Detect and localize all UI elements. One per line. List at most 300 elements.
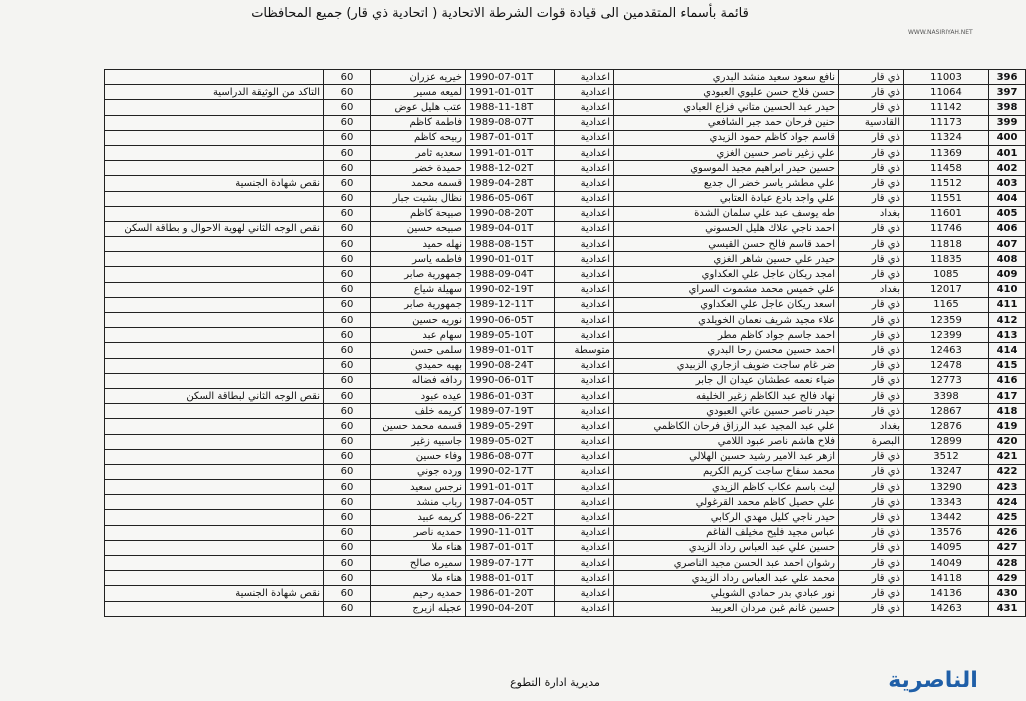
row-number-cell: 419 <box>989 419 1026 434</box>
notes-cell <box>105 601 324 616</box>
mother-name-cell: لميعه مسير <box>371 85 466 100</box>
applicant-id-cell: 11064 <box>904 85 989 100</box>
birth-date-cell: 1990-07-01T <box>466 70 555 85</box>
score-cell: 60 <box>324 252 371 267</box>
score-cell: 60 <box>324 161 371 176</box>
birth-date-cell: 1988-09-04T <box>466 267 555 282</box>
notes-cell <box>105 480 324 495</box>
table-row <box>105 252 1026 267</box>
page-title: قائمة بأسماء المتقدمين الى قيادة قوات الشرطة الاتحادية ( اتحادية ذي قار) جميع المحافظات <box>251 6 749 21</box>
notes-cell <box>105 540 324 555</box>
governorate-cell: بغداد <box>839 282 904 297</box>
birth-date-cell: 1988-06-22T <box>466 510 555 525</box>
education-level-cell: اعدادية <box>555 85 614 100</box>
mother-name-cell: عجيله ازيرج <box>371 601 466 616</box>
table-row <box>105 373 1026 388</box>
education-level-cell: اعدادية <box>555 176 614 191</box>
applicant-id-cell: 11512 <box>904 176 989 191</box>
education-level-cell: اعدادية <box>555 252 614 267</box>
applicant-name-cell: حنين فرحان حمد جبر الشافعي <box>614 115 839 130</box>
table-row <box>105 297 1026 312</box>
birth-date-cell: 1990-01-01T <box>466 252 555 267</box>
row-number-cell: 418 <box>989 404 1026 419</box>
governorate-cell: ذي قار <box>839 464 904 479</box>
notes-cell <box>105 130 324 145</box>
applicant-name-cell: نهاد فالح عبد الكاظم زغير الخليفه <box>614 388 839 403</box>
row-number-cell: 423 <box>989 480 1026 495</box>
governorate-cell: ذي قار <box>839 556 904 571</box>
applicant-id-cell: 3512 <box>904 449 989 464</box>
education-level-cell: اعدادية <box>555 419 614 434</box>
governorate-cell: ذي قار <box>839 221 904 236</box>
notes-cell <box>105 358 324 373</box>
governorate-cell: ذي قار <box>839 130 904 145</box>
notes-cell <box>105 252 324 267</box>
applicant-id-cell: 11458 <box>904 161 989 176</box>
applicant-name-cell: نور عبادي بدر حمادي الشويلي <box>614 586 839 601</box>
governorate-cell: ذي قار <box>839 85 904 100</box>
score-cell: 60 <box>324 297 371 312</box>
education-level-cell: اعدادية <box>555 282 614 297</box>
education-level-cell: اعدادية <box>555 161 614 176</box>
table-row <box>105 85 1026 100</box>
education-level-cell: اعدادية <box>555 313 614 328</box>
mother-name-cell: رباب منشد <box>371 495 466 510</box>
table-row <box>105 100 1026 115</box>
row-number-cell: 421 <box>989 449 1026 464</box>
governorate-cell: ذي قار <box>839 571 904 586</box>
applicant-name-cell: علي حصيل كاظم محمد القرغولي <box>614 495 839 510</box>
score-cell: 60 <box>324 176 371 191</box>
education-level-cell: متوسطة <box>555 343 614 358</box>
score-cell: 60 <box>324 404 371 419</box>
notes-cell <box>105 267 324 282</box>
governorate-cell: ذي قار <box>839 176 904 191</box>
mother-name-cell: نوريه حسين <box>371 313 466 328</box>
education-level-cell: اعدادية <box>555 388 614 403</box>
row-number-cell: 422 <box>989 464 1026 479</box>
row-number-cell: 398 <box>989 100 1026 115</box>
score-cell: 60 <box>324 556 371 571</box>
table-row <box>105 267 1026 282</box>
applicant-id-cell: 11173 <box>904 115 989 130</box>
mother-name-cell: عيده عبود <box>371 388 466 403</box>
birth-date-cell: 1990-06-01T <box>466 373 555 388</box>
notes-cell <box>105 343 324 358</box>
applicant-id-cell: 12463 <box>904 343 989 358</box>
birth-date-cell: 1990-11-01T <box>466 525 555 540</box>
applicant-name-cell: احمد جاسم جواد كاظم مطر <box>614 328 839 343</box>
birth-date-cell: 1989-08-07T <box>466 115 555 130</box>
education-level-cell: اعدادية <box>555 540 614 555</box>
score-cell: 60 <box>324 373 371 388</box>
applicant-name-cell: علي خميس محمد مشموت السراي <box>614 282 839 297</box>
applicant-id-cell: 11324 <box>904 130 989 145</box>
governorate-cell: بغداد <box>839 419 904 434</box>
applicant-name-cell: ضياء نعمه عطشان عيدان ال جابر <box>614 373 839 388</box>
education-level-cell: اعدادية <box>555 267 614 282</box>
birth-date-cell: 1989-05-29T <box>466 419 555 434</box>
applicant-id-cell: 13343 <box>904 495 989 510</box>
education-level-cell: اعدادية <box>555 601 614 616</box>
row-number-cell: 412 <box>989 313 1026 328</box>
mother-name-cell: حمديه ناصر <box>371 525 466 540</box>
applicant-id-cell: 13247 <box>904 464 989 479</box>
education-level-cell: اعدادية <box>555 297 614 312</box>
applicant-id-cell: 12867 <box>904 404 989 419</box>
birth-date-cell: 1989-12-11T <box>466 297 555 312</box>
score-cell: 60 <box>324 221 371 236</box>
birth-date-cell: 1986-01-20T <box>466 586 555 601</box>
education-level-cell: اعدادية <box>555 191 614 206</box>
applicant-name-cell: علي واجد بادع عبادة العتابي <box>614 191 839 206</box>
applicant-name-cell: حسين غانم غبن مردان العريبد <box>614 601 839 616</box>
education-level-cell: اعدادية <box>555 510 614 525</box>
notes-cell <box>105 404 324 419</box>
notes-cell <box>105 419 324 434</box>
row-number-cell: 403 <box>989 176 1026 191</box>
row-number-cell: 417 <box>989 388 1026 403</box>
governorate-cell: ذي قار <box>839 343 904 358</box>
birth-date-cell: 1988-08-15T <box>466 237 555 252</box>
row-number-cell: 400 <box>989 130 1026 145</box>
applicant-id-cell: 3398 <box>904 388 989 403</box>
mother-name-cell: نرجس سعيد <box>371 480 466 495</box>
notes-cell <box>105 206 324 221</box>
applicant-id-cell: 14263 <box>904 601 989 616</box>
row-number-cell: 396 <box>989 70 1026 85</box>
table-row <box>105 434 1026 449</box>
notes-cell <box>105 464 324 479</box>
mother-name-cell: جمهورية صابر <box>371 297 466 312</box>
education-level-cell: اعدادية <box>555 328 614 343</box>
notes-cell <box>105 313 324 328</box>
mother-name-cell: قسمه محمد حسين <box>371 419 466 434</box>
score-cell: 60 <box>324 313 371 328</box>
governorate-cell: ذي قار <box>839 373 904 388</box>
applicant-name-cell: احمد حسين محسن رحا البدري <box>614 343 839 358</box>
applicant-name-cell: حيدر ناصر حسين عاتي العبودي <box>614 404 839 419</box>
applicant-id-cell: 11551 <box>904 191 989 206</box>
applicant-id-cell: 12876 <box>904 419 989 434</box>
birth-date-cell: 1986-05-06T <box>466 191 555 206</box>
mother-name-cell: حمديه رحيم <box>371 586 466 601</box>
applicant-id-cell: 11601 <box>904 206 989 221</box>
notes-cell <box>105 434 324 449</box>
birth-date-cell: 1987-04-05T <box>466 495 555 510</box>
governorate-cell: ذي قار <box>839 237 904 252</box>
applicant-id-cell: 14095 <box>904 540 989 555</box>
score-cell: 60 <box>324 267 371 282</box>
birth-date-cell: 1991-01-01T <box>466 85 555 100</box>
applicant-name-cell: علي زغير ناصر حسين الغزي <box>614 145 839 160</box>
notes-cell: نقص شهادة الجنسية <box>105 176 324 191</box>
table-row <box>105 237 1026 252</box>
applicant-id-cell: 1165 <box>904 297 989 312</box>
score-cell: 60 <box>324 130 371 145</box>
applicant-name-cell: محمد علي عبد العباس رداد الزيدي <box>614 571 839 586</box>
mother-name-cell: هناء ملا <box>371 571 466 586</box>
birth-date-cell: 1989-05-10T <box>466 328 555 343</box>
birth-date-cell: 1989-05-02T <box>466 434 555 449</box>
table-row <box>105 145 1026 160</box>
notes-cell: نقص الوجه الثاني لهوية الاحوال و بطاقة السكن <box>105 221 324 236</box>
score-cell: 60 <box>324 464 371 479</box>
applicant-name-cell: حسين حيدر ابراهيم مجيد الموسوي <box>614 161 839 176</box>
row-number-cell: 399 <box>989 115 1026 130</box>
mother-name-cell: سلمى حسن <box>371 343 466 358</box>
mother-name-cell: سهام عبد <box>371 328 466 343</box>
row-number-cell: 408 <box>989 252 1026 267</box>
applicant-name-cell: حيدر علي حسين شاهر الغزي <box>614 252 839 267</box>
education-level-cell: اعدادية <box>555 556 614 571</box>
governorate-cell: ذي قار <box>839 601 904 616</box>
governorate-cell: ذي قار <box>839 161 904 176</box>
table-row <box>105 191 1026 206</box>
score-cell: 60 <box>324 540 371 555</box>
notes-cell <box>105 449 324 464</box>
row-number-cell: 397 <box>989 85 1026 100</box>
mother-name-cell: كريمه عبيد <box>371 510 466 525</box>
table-row <box>105 358 1026 373</box>
applicant-id-cell: 12899 <box>904 434 989 449</box>
governorate-cell: ذي قار <box>839 525 904 540</box>
mother-name-cell: صبيحة كاظم <box>371 206 466 221</box>
notes-cell <box>105 510 324 525</box>
education-level-cell: اعدادية <box>555 115 614 130</box>
education-level-cell: اعدادية <box>555 449 614 464</box>
notes-cell: نقص الوجه الثاني لبطاقة السكن <box>105 388 324 403</box>
notes-cell: نقص شهادة الجنسية <box>105 586 324 601</box>
applicant-id-cell: 13576 <box>904 525 989 540</box>
mother-name-cell: سهيلة شياع <box>371 282 466 297</box>
table-row <box>105 176 1026 191</box>
education-level-cell: اعدادية <box>555 571 614 586</box>
score-cell: 60 <box>324 115 371 130</box>
row-number-cell: 428 <box>989 556 1026 571</box>
notes-cell <box>105 161 324 176</box>
row-number-cell: 414 <box>989 343 1026 358</box>
birth-date-cell: 1988-01-01T <box>466 571 555 586</box>
row-number-cell: 420 <box>989 434 1026 449</box>
education-level-cell: اعدادية <box>555 434 614 449</box>
table-row <box>105 388 1026 403</box>
table-row <box>105 540 1026 555</box>
applicant-name-cell: احمد قاسم فالح حسن القيسي <box>614 237 839 252</box>
governorate-cell: ذي قار <box>839 586 904 601</box>
score-cell: 60 <box>324 586 371 601</box>
governorate-cell: البصرة <box>839 434 904 449</box>
birth-date-cell: 1986-08-07T <box>466 449 555 464</box>
applicant-name-cell: حسين علي عبد العباس رداد الزيدي <box>614 540 839 555</box>
row-number-cell: 404 <box>989 191 1026 206</box>
corner-mark: WWW.NASIRIYAH.NET <box>908 29 973 36</box>
notes-cell <box>105 328 324 343</box>
applicant-id-cell: 13442 <box>904 510 989 525</box>
table-row <box>105 586 1026 601</box>
row-number-cell: 411 <box>989 297 1026 312</box>
applicant-id-cell: 11818 <box>904 237 989 252</box>
applicant-name-cell: ازهر عبد الامير رشيد حسين الهلالي <box>614 449 839 464</box>
row-number-cell: 410 <box>989 282 1026 297</box>
notes-cell <box>105 70 324 85</box>
score-cell: 60 <box>324 282 371 297</box>
score-cell: 60 <box>324 85 371 100</box>
education-level-cell: اعدادية <box>555 206 614 221</box>
education-level-cell: اعدادية <box>555 130 614 145</box>
table-row <box>105 130 1026 145</box>
mother-name-cell: ربيحه كاظم <box>371 130 466 145</box>
mother-name-cell: جمهورية صابر <box>371 267 466 282</box>
applicant-id-cell: 14136 <box>904 586 989 601</box>
row-number-cell: 415 <box>989 358 1026 373</box>
table-row <box>105 510 1026 525</box>
birth-date-cell: 1987-01-01T <box>466 130 555 145</box>
applicant-name-cell: طه يوسف عبد علي سلمان الشدة <box>614 206 839 221</box>
mother-name-cell: ورده جوني <box>371 464 466 479</box>
education-level-cell: اعدادية <box>555 464 614 479</box>
birth-date-cell: 1986-01-03T <box>466 388 555 403</box>
birth-date-cell: 1989-01-01T <box>466 343 555 358</box>
table-row <box>105 556 1026 571</box>
education-level-cell: اعدادية <box>555 237 614 252</box>
governorate-cell: ذي قار <box>839 510 904 525</box>
applicant-name-cell: امجد ريكان عاجل علي العكداوي <box>614 267 839 282</box>
birth-date-cell: 1990-02-19T <box>466 282 555 297</box>
mother-name-cell: ردافه فضاله <box>371 373 466 388</box>
birth-date-cell: 1990-08-20T <box>466 206 555 221</box>
birth-date-cell: 1991-01-01T <box>466 145 555 160</box>
applicant-id-cell: 12773 <box>904 373 989 388</box>
logo-text: الناصرية <box>888 668 978 693</box>
score-cell: 60 <box>324 495 371 510</box>
education-level-cell: اعدادية <box>555 358 614 373</box>
applicant-name-cell: اسعد ريكان عاجل علي العكداوي <box>614 297 839 312</box>
mother-name-cell: حميدة خضر <box>371 161 466 176</box>
applicant-name-cell: ضر غام ساجت ضويف ازجاري الزبيدي <box>614 358 839 373</box>
birth-date-cell: 1988-12-02T <box>466 161 555 176</box>
notes-cell: التاكد من الوثيقة الدراسية <box>105 85 324 100</box>
applicant-id-cell: 1085 <box>904 267 989 282</box>
row-number-cell: 405 <box>989 206 1026 221</box>
notes-cell <box>105 115 324 130</box>
row-number-cell: 401 <box>989 145 1026 160</box>
mother-name-cell: قسمه محمد <box>371 176 466 191</box>
notes-cell <box>105 525 324 540</box>
applicant-id-cell: 11835 <box>904 252 989 267</box>
table-row <box>105 70 1026 85</box>
governorate-cell: ذي قار <box>839 404 904 419</box>
education-level-cell: اعدادية <box>555 495 614 510</box>
applicant-id-cell: 11746 <box>904 221 989 236</box>
governorate-cell: ذي قار <box>839 267 904 282</box>
governorate-cell: ذي قار <box>839 449 904 464</box>
table-row <box>105 464 1026 479</box>
table-row <box>105 328 1026 343</box>
mother-name-cell: فاطمه ياسر <box>371 252 466 267</box>
birth-date-cell: 1990-08-24T <box>466 358 555 373</box>
score-cell: 60 <box>324 343 371 358</box>
notes-cell <box>105 237 324 252</box>
birth-date-cell: 1989-04-28T <box>466 176 555 191</box>
governorate-cell: ذي قار <box>839 297 904 312</box>
education-level-cell: اعدادية <box>555 221 614 236</box>
table-row <box>105 343 1026 358</box>
mother-name-cell: جاسبيه زغير <box>371 434 466 449</box>
score-cell: 60 <box>324 237 371 252</box>
row-number-cell: 406 <box>989 221 1026 236</box>
applicant-name-cell: رشوان احمد عبد الحسن مجيد الناصري <box>614 556 839 571</box>
mother-name-cell: سميره صالح <box>371 556 466 571</box>
notes-cell <box>105 191 324 206</box>
mother-name-cell: هناء ملا <box>371 540 466 555</box>
applicant-name-cell: نافع سعود سعيد منشد البدري <box>614 70 839 85</box>
education-level-cell: اعدادية <box>555 100 614 115</box>
row-number-cell: 413 <box>989 328 1026 343</box>
education-level-cell: اعدادية <box>555 145 614 160</box>
applicant-name-cell: عباس مجيد فليح مخيلف الفاغم <box>614 525 839 540</box>
table-row <box>105 495 1026 510</box>
applicant-id-cell: 11003 <box>904 70 989 85</box>
row-number-cell: 431 <box>989 601 1026 616</box>
notes-cell <box>105 145 324 160</box>
score-cell: 60 <box>324 388 371 403</box>
applicant-id-cell: 11142 <box>904 100 989 115</box>
applicant-id-cell: 11369 <box>904 145 989 160</box>
governorate-cell: ذي قار <box>839 252 904 267</box>
notes-cell <box>105 495 324 510</box>
table-row <box>105 282 1026 297</box>
mother-name-cell: صبيحه حسين <box>371 221 466 236</box>
governorate-cell: ذي قار <box>839 191 904 206</box>
applicant-name-cell: حيدر عبد الحسين متاني فزاع العبادي <box>614 100 839 115</box>
table-row <box>105 115 1026 130</box>
education-level-cell: اعدادية <box>555 525 614 540</box>
score-cell: 60 <box>324 100 371 115</box>
applicant-id-cell: 12399 <box>904 328 989 343</box>
applicant-id-cell: 13290 <box>904 480 989 495</box>
applicant-name-cell: حيدر ناجي كليل مهدي الركابي <box>614 510 839 525</box>
row-number-cell: 407 <box>989 237 1026 252</box>
applicant-name-cell: علي عبد المجيد عبد الرزاق فرحان الكاظمي <box>614 419 839 434</box>
applicant-name-cell: قاسم جواد كاظم حمود الزيدي <box>614 130 839 145</box>
mother-name-cell: عتب هليل عوض <box>371 100 466 115</box>
governorate-cell: ذي قار <box>839 358 904 373</box>
row-number-cell: 416 <box>989 373 1026 388</box>
table-row <box>105 206 1026 221</box>
governorate-cell: ذي قار <box>839 313 904 328</box>
notes-cell <box>105 373 324 388</box>
row-number-cell: 402 <box>989 161 1026 176</box>
row-number-cell: 429 <box>989 571 1026 586</box>
birth-date-cell: 1990-04-20T <box>466 601 555 616</box>
mother-name-cell: فاطمة كاظم <box>371 115 466 130</box>
notes-cell <box>105 297 324 312</box>
applicant-name-cell: محمد سفاح ساجت كريم الكريم <box>614 464 839 479</box>
education-level-cell: اعدادية <box>555 70 614 85</box>
governorate-cell: ذي قار <box>839 328 904 343</box>
mother-name-cell: بهيه حميدي <box>371 358 466 373</box>
notes-cell <box>105 571 324 586</box>
governorate-cell: ذي قار <box>839 480 904 495</box>
governorate-cell: ذي قار <box>839 495 904 510</box>
score-cell: 60 <box>324 358 371 373</box>
mother-name-cell: نظال بشيت جبار <box>371 191 466 206</box>
education-level-cell: اعدادية <box>555 404 614 419</box>
notes-cell <box>105 100 324 115</box>
birth-date-cell: 1989-04-01T <box>466 221 555 236</box>
table-row <box>105 313 1026 328</box>
